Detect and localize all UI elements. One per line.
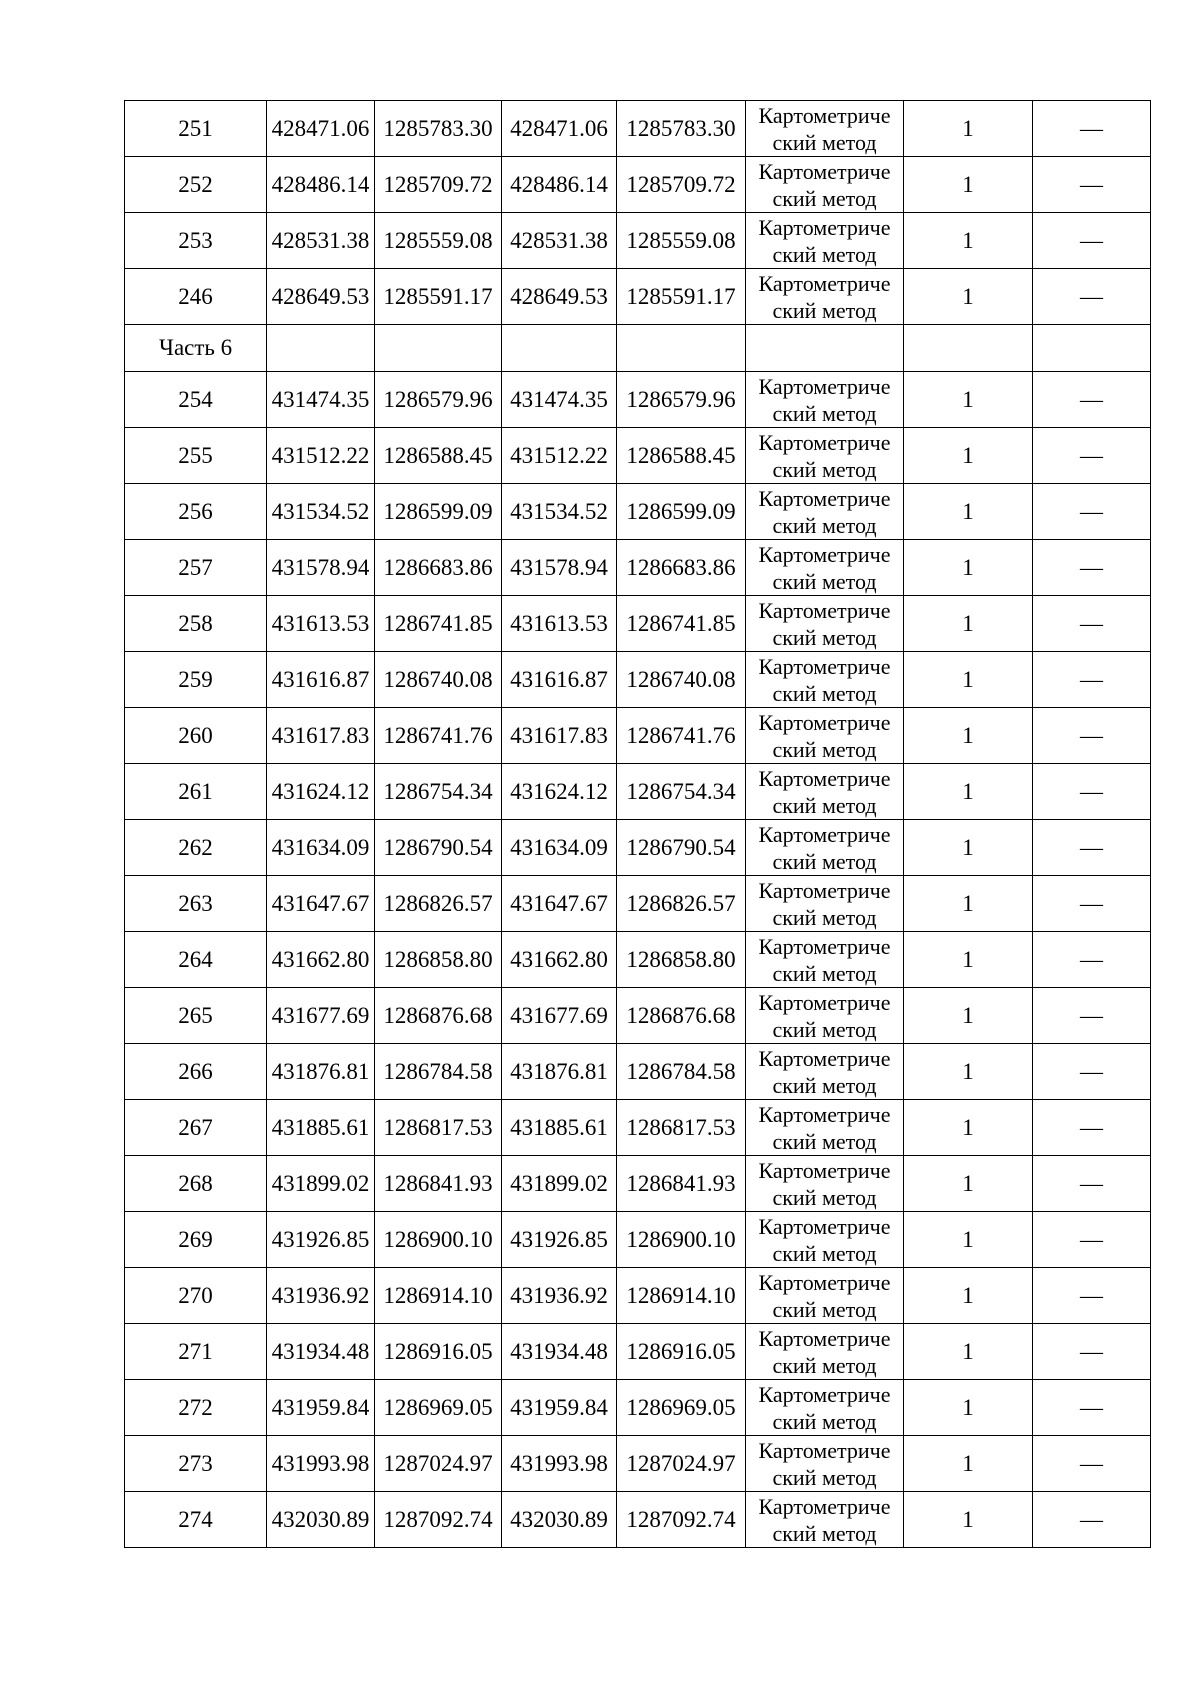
method-text-line-1: Картометриче (758, 486, 891, 511)
y-existing-cell: 1286900.10 (375, 1212, 502, 1268)
accuracy-cell: 1 (904, 1100, 1033, 1156)
method-text-line-2: ский метод (772, 186, 877, 211)
point-number-cell: 246 (125, 269, 267, 325)
x-new-cell: 431899.02 (502, 1156, 617, 1212)
table-row (125, 428, 1151, 484)
method-text-line-1: Картометриче (758, 1270, 891, 1295)
y-new-cell: 1286599.09 (617, 484, 746, 540)
accuracy-cell: 1 (904, 484, 1033, 540)
description-cell: — (1033, 1156, 1151, 1212)
part-label: Часть 6 (125, 325, 267, 372)
y-new-cell: 1286817.53 (617, 1100, 746, 1156)
table-row (125, 157, 1151, 213)
method-text-line-2: ский метод (772, 569, 877, 594)
table-row (125, 652, 1151, 708)
method-text-line-1: Картометриче (758, 430, 891, 455)
y-new-cell: 1286741.85 (617, 596, 746, 652)
method-text-line-1: Картометриче (758, 598, 891, 623)
x-new-cell: 428531.38 (502, 213, 617, 269)
method-text-line-1: Картометриче (758, 103, 891, 128)
description-cell: — (1033, 540, 1151, 596)
method-cell (746, 652, 904, 708)
x-new-cell: 431926.85 (502, 1212, 617, 1268)
method-cell (746, 540, 904, 596)
y-existing-cell: 1286969.05 (375, 1380, 502, 1436)
point-number-cell: 253 (125, 213, 267, 269)
method-text-line-2: ский метод (772, 1073, 877, 1098)
method-text-line-2: ский метод (772, 1017, 877, 1042)
method-cell (746, 372, 904, 428)
table-row (125, 1268, 1151, 1324)
coordinates-table (124, 100, 1151, 1548)
y-new-cell: 1286826.57 (617, 876, 746, 932)
y-new-cell: 1285709.72 (617, 157, 746, 213)
method-text-line-1: Картометриче (758, 990, 891, 1015)
accuracy-cell: 1 (904, 101, 1033, 157)
table-row (125, 932, 1151, 988)
empty-cell (1033, 325, 1151, 372)
point-number-cell: 251 (125, 101, 267, 157)
y-new-cell: 1286914.10 (617, 1268, 746, 1324)
x-new-cell: 431677.69 (502, 988, 617, 1044)
description-cell: — (1033, 1324, 1151, 1380)
method-text-line-2: ский метод (772, 737, 877, 762)
description-cell: — (1033, 157, 1151, 213)
table-row (125, 1100, 1151, 1156)
method-text-line-2: ский метод (772, 1521, 877, 1546)
table-row (125, 372, 1151, 428)
y-new-cell: 1287024.97 (617, 1436, 746, 1492)
method-text-line-1: Картометриче (758, 159, 891, 184)
method-text-line-2: ский метод (772, 1409, 877, 1434)
x-new-cell: 428649.53 (502, 269, 617, 325)
point-number-cell: 266 (125, 1044, 267, 1100)
table-body (125, 101, 1151, 1548)
description-cell: — (1033, 820, 1151, 876)
x-new-cell: 431993.98 (502, 1436, 617, 1492)
point-number-cell: 254 (125, 372, 267, 428)
x-existing-cell: 431899.02 (267, 1156, 375, 1212)
y-existing-cell: 1286599.09 (375, 484, 502, 540)
method-text-line-2: ский метод (772, 1185, 877, 1210)
point-number-cell: 255 (125, 428, 267, 484)
x-new-cell: 431613.53 (502, 596, 617, 652)
method-text-line-1: Картометриче (758, 1494, 891, 1519)
accuracy-cell: 1 (904, 1380, 1033, 1436)
point-number-cell: 262 (125, 820, 267, 876)
method-text-line-2: ский метод (772, 457, 877, 482)
description-cell: — (1033, 1436, 1151, 1492)
point-number-cell: 265 (125, 988, 267, 1044)
x-existing-cell: 431677.69 (267, 988, 375, 1044)
x-new-cell: 431617.83 (502, 708, 617, 764)
x-new-cell: 431578.94 (502, 540, 617, 596)
point-number-cell: 272 (125, 1380, 267, 1436)
x-existing-cell: 431647.67 (267, 876, 375, 932)
method-text-line-1: Картометриче (758, 1382, 891, 1407)
method-text-line-1: Картометриче (758, 1326, 891, 1351)
method-text-line-2: ский метод (772, 130, 877, 155)
empty-cell (502, 325, 617, 372)
accuracy-cell: 1 (904, 932, 1033, 988)
method-text-line-2: ский метод (772, 625, 877, 650)
x-existing-cell: 431993.98 (267, 1436, 375, 1492)
description-cell: — (1033, 428, 1151, 484)
table-row (125, 484, 1151, 540)
accuracy-cell: 1 (904, 1044, 1033, 1100)
method-text-line-1: Картометриче (758, 822, 891, 847)
method-cell (746, 596, 904, 652)
y-existing-cell: 1286876.68 (375, 988, 502, 1044)
method-text-line-2: ский метод (772, 905, 877, 930)
description-cell: — (1033, 652, 1151, 708)
table-row (125, 1212, 1151, 1268)
point-number-cell: 269 (125, 1212, 267, 1268)
accuracy-cell: 1 (904, 269, 1033, 325)
method-text-line-1: Картометриче (758, 766, 891, 791)
method-text-line-2: ский метод (772, 242, 877, 267)
method-cell (746, 1268, 904, 1324)
x-new-cell: 431936.92 (502, 1268, 617, 1324)
y-new-cell: 1285783.30 (617, 101, 746, 157)
method-text-line-2: ский метод (772, 1353, 877, 1378)
x-new-cell: 431512.22 (502, 428, 617, 484)
method-cell (746, 1380, 904, 1436)
method-cell (746, 1156, 904, 1212)
x-new-cell: 428486.14 (502, 157, 617, 213)
x-existing-cell: 428531.38 (267, 213, 375, 269)
table-row (125, 820, 1151, 876)
accuracy-cell: 1 (904, 1212, 1033, 1268)
empty-cell (617, 325, 746, 372)
method-cell (746, 820, 904, 876)
y-new-cell: 1286876.68 (617, 988, 746, 1044)
point-number-cell: 259 (125, 652, 267, 708)
method-text-line-2: ский метод (772, 849, 877, 874)
accuracy-cell: 1 (904, 988, 1033, 1044)
x-new-cell: 431616.87 (502, 652, 617, 708)
accuracy-cell: 1 (904, 764, 1033, 820)
table-row (125, 988, 1151, 1044)
table-row (125, 1044, 1151, 1100)
point-number-cell: 271 (125, 1324, 267, 1380)
x-new-cell: 431647.67 (502, 876, 617, 932)
table-row (125, 1380, 1151, 1436)
y-new-cell: 1286916.05 (617, 1324, 746, 1380)
method-cell (746, 1492, 904, 1548)
method-text-line-1: Картометриче (758, 1214, 891, 1239)
point-number-cell: 252 (125, 157, 267, 213)
x-new-cell: 432030.89 (502, 1492, 617, 1548)
x-existing-cell: 431926.85 (267, 1212, 375, 1268)
x-existing-cell: 431662.80 (267, 932, 375, 988)
x-new-cell: 431634.09 (502, 820, 617, 876)
table-row (125, 1436, 1151, 1492)
accuracy-cell: 1 (904, 820, 1033, 876)
description-cell: — (1033, 1100, 1151, 1156)
y-existing-cell: 1286841.93 (375, 1156, 502, 1212)
table-row (125, 101, 1151, 157)
method-cell (746, 484, 904, 540)
y-new-cell: 1286754.34 (617, 764, 746, 820)
point-number-cell: 260 (125, 708, 267, 764)
y-existing-cell: 1285559.08 (375, 213, 502, 269)
accuracy-cell: 1 (904, 540, 1033, 596)
description-cell: — (1033, 1212, 1151, 1268)
method-cell (746, 708, 904, 764)
x-existing-cell: 431959.84 (267, 1380, 375, 1436)
method-text-line-1: Картометриче (758, 1158, 891, 1183)
x-existing-cell: 431876.81 (267, 1044, 375, 1100)
accuracy-cell: 1 (904, 1156, 1033, 1212)
x-existing-cell: 428486.14 (267, 157, 375, 213)
accuracy-cell: 1 (904, 157, 1033, 213)
description-cell: — (1033, 1268, 1151, 1324)
y-existing-cell: 1286683.86 (375, 540, 502, 596)
method-text-line-2: ский метод (772, 401, 877, 426)
y-new-cell: 1285559.08 (617, 213, 746, 269)
method-text-line-1: Картометриче (758, 934, 891, 959)
y-existing-cell: 1286784.58 (375, 1044, 502, 1100)
method-cell (746, 428, 904, 484)
x-existing-cell: 431936.92 (267, 1268, 375, 1324)
accuracy-cell: 1 (904, 596, 1033, 652)
accuracy-cell: 1 (904, 1492, 1033, 1548)
accuracy-cell: 1 (904, 213, 1033, 269)
y-new-cell: 1286841.93 (617, 1156, 746, 1212)
table-row (125, 1156, 1151, 1212)
empty-cell (904, 325, 1033, 372)
x-new-cell: 431534.52 (502, 484, 617, 540)
method-text-line-2: ский метод (772, 513, 877, 538)
empty-cell (375, 325, 502, 372)
table-row (125, 1324, 1151, 1380)
y-existing-cell: 1286858.80 (375, 932, 502, 988)
x-existing-cell: 431617.83 (267, 708, 375, 764)
description-cell: — (1033, 708, 1151, 764)
method-cell (746, 1436, 904, 1492)
x-existing-cell: 428471.06 (267, 101, 375, 157)
y-existing-cell: 1286741.85 (375, 596, 502, 652)
method-cell (746, 213, 904, 269)
description-cell: — (1033, 269, 1151, 325)
description-cell: — (1033, 372, 1151, 428)
x-new-cell: 431624.12 (502, 764, 617, 820)
table-row (125, 540, 1151, 596)
description-cell: — (1033, 764, 1151, 820)
table-row (125, 876, 1151, 932)
method-text-line-2: ский метод (772, 1465, 877, 1490)
y-existing-cell: 1286740.08 (375, 652, 502, 708)
y-new-cell: 1286579.96 (617, 372, 746, 428)
method-text-line-1: Картометриче (758, 215, 891, 240)
y-new-cell: 1287092.74 (617, 1492, 746, 1548)
accuracy-cell: 1 (904, 1324, 1033, 1380)
method-text-line-2: ский метод (772, 961, 877, 986)
description-cell: — (1033, 596, 1151, 652)
description-cell: — (1033, 1380, 1151, 1436)
x-existing-cell: 431578.94 (267, 540, 375, 596)
point-number-cell: 261 (125, 764, 267, 820)
y-new-cell: 1286790.54 (617, 820, 746, 876)
table-row (125, 269, 1151, 325)
empty-cell (746, 325, 904, 372)
y-new-cell: 1286784.58 (617, 1044, 746, 1100)
point-number-cell: 274 (125, 1492, 267, 1548)
point-number-cell: 263 (125, 876, 267, 932)
method-cell (746, 1044, 904, 1100)
method-cell (746, 988, 904, 1044)
x-new-cell: 431934.48 (502, 1324, 617, 1380)
x-existing-cell: 431624.12 (267, 764, 375, 820)
y-existing-cell: 1286579.96 (375, 372, 502, 428)
x-existing-cell: 431616.87 (267, 652, 375, 708)
description-cell: — (1033, 213, 1151, 269)
method-text-line-2: ский метод (772, 298, 877, 323)
y-new-cell: 1286683.86 (617, 540, 746, 596)
point-number-cell: 257 (125, 540, 267, 596)
description-cell: — (1033, 484, 1151, 540)
description-cell: — (1033, 876, 1151, 932)
method-cell (746, 269, 904, 325)
y-existing-cell: 1286790.54 (375, 820, 502, 876)
method-text-line-1: Картометриче (758, 654, 891, 679)
table-row (125, 708, 1151, 764)
y-new-cell: 1285591.17 (617, 269, 746, 325)
x-new-cell: 431474.35 (502, 372, 617, 428)
description-cell: — (1033, 1492, 1151, 1548)
y-existing-cell: 1285591.17 (375, 269, 502, 325)
method-text-line-1: Картометриче (758, 1438, 891, 1463)
x-existing-cell: 431885.61 (267, 1100, 375, 1156)
description-cell: — (1033, 101, 1151, 157)
description-cell: — (1033, 1044, 1151, 1100)
part-header-row (125, 325, 1151, 372)
y-existing-cell: 1287092.74 (375, 1492, 502, 1548)
method-cell (746, 101, 904, 157)
accuracy-cell: 1 (904, 372, 1033, 428)
y-new-cell: 1286858.80 (617, 932, 746, 988)
y-existing-cell: 1286826.57 (375, 876, 502, 932)
method-cell (746, 157, 904, 213)
y-new-cell: 1286588.45 (617, 428, 746, 484)
y-existing-cell: 1287024.97 (375, 1436, 502, 1492)
point-number-cell: 268 (125, 1156, 267, 1212)
accuracy-cell: 1 (904, 652, 1033, 708)
method-text-line-1: Картометриче (758, 542, 891, 567)
x-new-cell: 431876.81 (502, 1044, 617, 1100)
y-new-cell: 1286740.08 (617, 652, 746, 708)
y-existing-cell: 1286914.10 (375, 1268, 502, 1324)
description-cell: — (1033, 932, 1151, 988)
method-cell (746, 932, 904, 988)
method-text-line-1: Картометриче (758, 1102, 891, 1127)
method-text-line-2: ский метод (772, 793, 877, 818)
accuracy-cell: 1 (904, 1268, 1033, 1324)
y-existing-cell: 1286741.76 (375, 708, 502, 764)
x-new-cell: 431885.61 (502, 1100, 617, 1156)
x-existing-cell: 431613.53 (267, 596, 375, 652)
accuracy-cell: 1 (904, 1436, 1033, 1492)
point-number-cell: 264 (125, 932, 267, 988)
method-text-line-1: Картометриче (758, 710, 891, 735)
point-number-cell: 256 (125, 484, 267, 540)
method-cell (746, 876, 904, 932)
y-existing-cell: 1286916.05 (375, 1324, 502, 1380)
method-text-line-2: ский метод (772, 1241, 877, 1266)
y-existing-cell: 1286754.34 (375, 764, 502, 820)
x-new-cell: 428471.06 (502, 101, 617, 157)
table-row (125, 764, 1151, 820)
y-existing-cell: 1286588.45 (375, 428, 502, 484)
empty-cell (267, 325, 375, 372)
point-number-cell: 258 (125, 596, 267, 652)
y-new-cell: 1286741.76 (617, 708, 746, 764)
method-cell (746, 1212, 904, 1268)
method-text-line-2: ский метод (772, 1129, 877, 1154)
table-row (125, 596, 1151, 652)
method-text-line-1: Картометриче (758, 878, 891, 903)
y-new-cell: 1286900.10 (617, 1212, 746, 1268)
x-existing-cell: 431934.48 (267, 1324, 375, 1380)
x-existing-cell: 428649.53 (267, 269, 375, 325)
y-new-cell: 1286969.05 (617, 1380, 746, 1436)
x-existing-cell: 431634.09 (267, 820, 375, 876)
method-text-line-1: Картометриче (758, 374, 891, 399)
accuracy-cell: 1 (904, 428, 1033, 484)
point-number-cell: 270 (125, 1268, 267, 1324)
point-number-cell: 273 (125, 1436, 267, 1492)
method-text-line-1: Картометриче (758, 271, 891, 296)
description-cell: — (1033, 988, 1151, 1044)
x-new-cell: 431662.80 (502, 932, 617, 988)
y-existing-cell: 1285783.30 (375, 101, 502, 157)
x-existing-cell: 431534.52 (267, 484, 375, 540)
method-text-line-2: ский метод (772, 1297, 877, 1322)
point-number-cell: 267 (125, 1100, 267, 1156)
method-cell (746, 764, 904, 820)
x-existing-cell: 432030.89 (267, 1492, 375, 1548)
method-cell (746, 1324, 904, 1380)
accuracy-cell: 1 (904, 708, 1033, 764)
method-cell (746, 1100, 904, 1156)
method-text-line-2: ский метод (772, 681, 877, 706)
y-existing-cell: 1285709.72 (375, 157, 502, 213)
table-row (125, 213, 1151, 269)
x-new-cell: 431959.84 (502, 1380, 617, 1436)
table-row (125, 1492, 1151, 1548)
accuracy-cell: 1 (904, 876, 1033, 932)
method-text-line-1: Картометриче (758, 1046, 891, 1071)
y-existing-cell: 1286817.53 (375, 1100, 502, 1156)
x-existing-cell: 431474.35 (267, 372, 375, 428)
x-existing-cell: 431512.22 (267, 428, 375, 484)
